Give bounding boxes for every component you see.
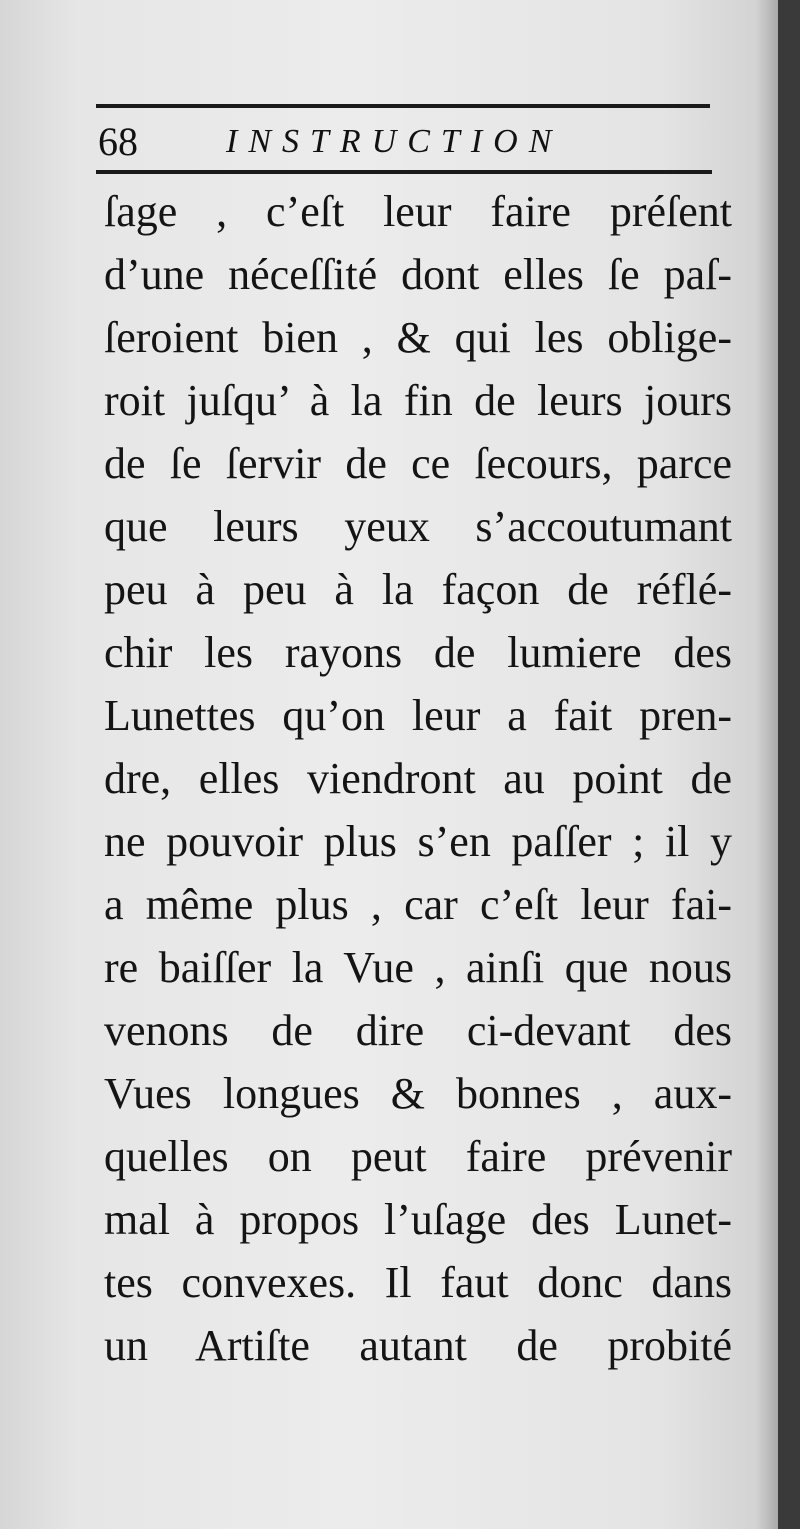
text-line: Vues longues & bonnes , aux- bbox=[104, 1069, 732, 1118]
text-line: roit juſqu’ à la fin de leurs jours bbox=[104, 376, 732, 425]
page-header bbox=[98, 118, 708, 166]
text-line: Lunettes qu’on leur a fait pren- bbox=[104, 691, 732, 740]
page-edge-shadow bbox=[756, 0, 778, 1529]
text-line: tes convexes. Il faut donc dans bbox=[104, 1258, 732, 1307]
header-rule-top bbox=[96, 104, 710, 108]
page-number: 68 bbox=[98, 119, 138, 164]
text-line: quelles on peut faire prévenir bbox=[104, 1132, 732, 1181]
text-line: un Artiſte autant de probité bbox=[104, 1321, 732, 1370]
text-line: ſeroient bien , & qui les oblige- bbox=[104, 313, 732, 362]
text-line: de ſe ſervir de ce ſecours, parce bbox=[104, 439, 732, 488]
text-line: venons de dire ci-devant des bbox=[104, 1006, 732, 1055]
running-head: INSTRUCTION bbox=[226, 123, 563, 160]
text-line: a même plus , car c’eſt leur fai- bbox=[104, 880, 732, 929]
text-line: mal à propos l’uſage des Lunet- bbox=[104, 1195, 732, 1244]
text-line: chir les rayons de lumiere des bbox=[104, 628, 732, 677]
text-line: d’une néceſſité dont elles ſe paſ- bbox=[104, 250, 732, 299]
text-line: ne pouvoir plus s’en paſſer ; il y bbox=[104, 817, 732, 866]
text-line: peu à peu à la façon de réflé- bbox=[104, 565, 732, 614]
text-line: ſage , c’eſt leur faire préſent bbox=[104, 187, 732, 236]
text-line: re baiſſer la Vue , ainſi que nous bbox=[104, 943, 732, 992]
text-line: dre, elles viendront au point de bbox=[104, 754, 732, 803]
text-line: que leurs yeux s’accoutumant bbox=[104, 502, 732, 551]
header-rule-bottom bbox=[96, 170, 712, 174]
body-text bbox=[104, 180, 732, 1377]
